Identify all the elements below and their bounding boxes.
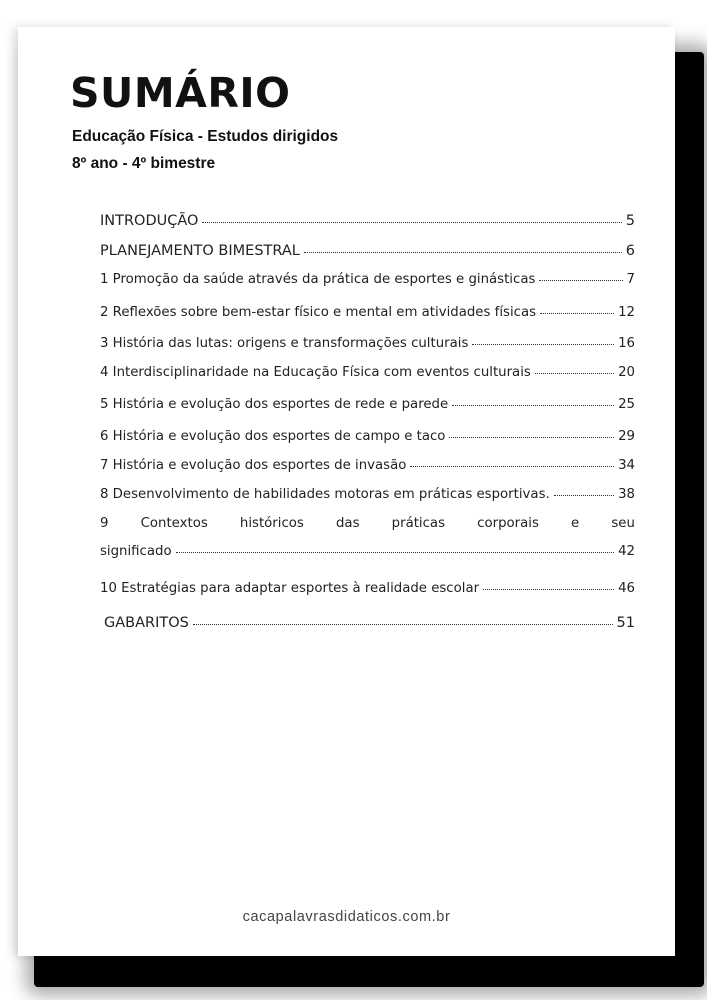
toc-entry [100, 485, 635, 502]
toc-word: das [335, 516, 360, 531]
toc-entry [104, 613, 635, 631]
toc-entry [100, 334, 635, 351]
toc-entry [100, 303, 635, 320]
toc-entry [100, 395, 635, 412]
toc-word: seu [611, 516, 635, 531]
toc-entry-justified [100, 516, 635, 531]
toc-entry [100, 241, 635, 259]
footer-website: cacapalavrasdidaticos.com.br [242, 909, 451, 925]
toc-entry [100, 211, 635, 229]
toc-page: 25 [618, 396, 635, 412]
toc-page: 34 [618, 457, 635, 473]
subtitle-subject: Educação Física - Estudos dirigidos [72, 128, 339, 145]
toc-entry [100, 363, 635, 380]
toc-entry [100, 456, 635, 473]
document-page [18, 27, 675, 956]
toc-label: 6 História e evolução dos esportes de campo e taco [100, 428, 446, 444]
toc-label: 7 História e evolução dos esportes de invasão [100, 457, 407, 473]
toc-label: 5 História e evolução dos esportes de rede e parede [100, 396, 449, 412]
toc-label: 2 Reflexões sobre bem-estar físico e mental em atividades físicas [100, 304, 537, 320]
toc-page: 6 [625, 243, 635, 260]
toc-label: 8 Desenvolvimento de habilidades motoras em práticas esportivas. [100, 486, 550, 502]
toc-page: 20 [618, 364, 635, 380]
toc-page: 16 [618, 335, 635, 351]
toc-page: 7 [626, 271, 635, 287]
toc-entry [100, 579, 635, 596]
toc-word: corporais [477, 516, 539, 531]
toc-label: 10 Estratégias para adaptar esportes à realidade escolar [100, 580, 480, 596]
toc-label: GABARITOS [104, 615, 189, 632]
toc-label: 4 Interdisciplinaridade na Educação Física com eventos culturais [100, 364, 531, 380]
toc-page: 5 [625, 213, 635, 230]
toc-label: 1 Promoção da saúde através da prática de esportes e ginásticas [100, 271, 536, 287]
toc-word: 9 [100, 516, 109, 531]
toc-page: 51 [616, 615, 635, 632]
toc-label: INTRODUÇÃO [100, 213, 199, 230]
page-title: SUMÁRIO [70, 69, 291, 117]
toc-word: práticas [391, 516, 446, 531]
toc-entry [100, 270, 635, 287]
toc-label: PLANEJAMENTO BIMESTRAL [100, 243, 300, 260]
toc-word: históricos [239, 516, 304, 531]
toc-page: 12 [618, 304, 635, 320]
toc-word: Contextos [140, 516, 208, 531]
toc-label: significado [100, 543, 172, 559]
toc-label: 3 História das lutas: origens e transformações culturais [100, 335, 469, 351]
toc-word: e [571, 516, 580, 531]
toc-page: 38 [618, 486, 635, 502]
toc-entry [100, 427, 635, 444]
toc-entry-continued [100, 542, 635, 559]
subtitle-grade: 8º ano - 4º bimestre [72, 155, 216, 172]
toc-page: 46 [618, 580, 635, 596]
toc-page: 42 [618, 543, 635, 559]
toc-page: 29 [618, 428, 635, 444]
